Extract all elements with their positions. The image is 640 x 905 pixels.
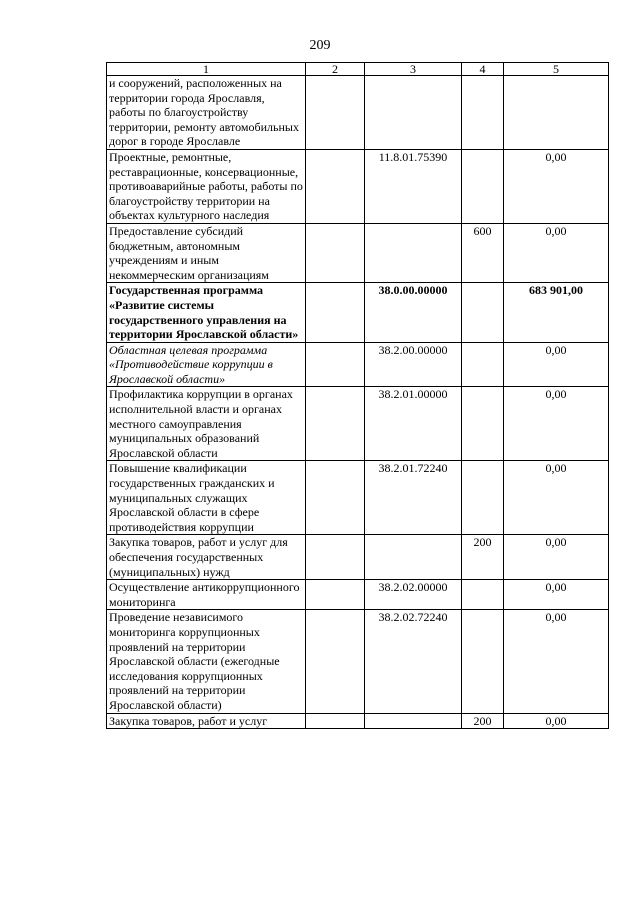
row-name-cell: и сооружений, расположенных на территории города Ярославля, работы по благоустройству территории, ремонту автомобильных дорог в городе Ярославле [107, 76, 306, 150]
row-admin-cell [306, 283, 365, 342]
row-code-cell [365, 535, 462, 580]
row-code-cell [365, 76, 462, 150]
table-row [107, 223, 609, 282]
row-admin-cell [306, 149, 365, 223]
row-amount-cell: 0,00 [504, 713, 609, 729]
row-code-cell: 38.2.00.00000 [365, 342, 462, 387]
row-expense-type-cell [462, 76, 504, 150]
row-expense-type-cell: 600 [462, 223, 504, 282]
budget-table [106, 62, 609, 729]
row-expense-type-cell [462, 283, 504, 342]
row-name-cell: Предоставление субсидий бюджетным, автономным учреждениям и иным некоммерческим организациям [107, 223, 306, 282]
row-admin-cell [306, 223, 365, 282]
row-amount-cell [504, 76, 609, 150]
row-amount-cell: 0,00 [504, 580, 609, 610]
row-code-cell: 38.2.02.00000 [365, 580, 462, 610]
row-admin-cell [306, 535, 365, 580]
row-name-cell: Областная целевая программа «Противодействие коррупции в Ярославской области» [107, 342, 306, 387]
table-row [107, 283, 609, 342]
row-code-cell: 38.2.01.00000 [365, 387, 462, 461]
column-header-4: 4 [462, 63, 504, 76]
row-amount-cell: 0,00 [504, 535, 609, 580]
table-row [107, 610, 609, 713]
column-header-1: 1 [107, 63, 306, 76]
row-amount-cell: 0,00 [504, 223, 609, 282]
row-name-cell: Осуществление антикоррупционного мониторинга [107, 580, 306, 610]
row-name-cell: Повышение квалификации государственных гражданских и муниципальных служащих Ярославской области в сфере противодействия коррупции [107, 461, 306, 535]
table-row [107, 580, 609, 610]
row-code-cell [365, 223, 462, 282]
row-expense-type-cell [462, 149, 504, 223]
row-name-cell: Государственная программа «Развитие системы государственного управления на территории Ярославской области» [107, 283, 306, 342]
row-admin-cell [306, 387, 365, 461]
table-row [107, 342, 609, 387]
row-amount-cell: 0,00 [504, 461, 609, 535]
table-row [107, 387, 609, 461]
row-admin-cell [306, 76, 365, 150]
page-number: 209 [309, 38, 331, 53]
table-row [107, 713, 609, 729]
row-admin-cell [306, 610, 365, 713]
row-name-cell: Проведение независимого мониторинга коррупционных проявлений на территории Ярославской области (ежегодные исследования коррупционных проявлений на территории Ярославской области) [107, 610, 306, 713]
row-code-cell [365, 713, 462, 729]
row-amount-cell: 683 901,00 [504, 283, 609, 342]
row-name-cell: Закупка товаров, работ и услуг [107, 713, 306, 729]
row-code-cell: 38.0.00.00000 [365, 283, 462, 342]
table-header-row [107, 63, 609, 76]
row-name-cell: Закупка товаров, работ и услуг для обеспечения государственных (муниципальных) нужд [107, 535, 306, 580]
column-header-5: 5 [504, 63, 609, 76]
row-code-cell: 38.2.02.72240 [365, 610, 462, 713]
row-expense-type-cell [462, 580, 504, 610]
table-row [107, 461, 609, 535]
row-expense-type-cell [462, 387, 504, 461]
row-admin-cell [306, 342, 365, 387]
table-row [107, 535, 609, 580]
table-row [107, 76, 609, 150]
row-code-cell: 11.8.01.75390 [365, 149, 462, 223]
row-code-cell: 38.2.01.72240 [365, 461, 462, 535]
row-amount-cell: 0,00 [504, 149, 609, 223]
row-expense-type-cell: 200 [462, 535, 504, 580]
row-expense-type-cell: 200 [462, 713, 504, 729]
row-amount-cell: 0,00 [504, 610, 609, 713]
table-row [107, 149, 609, 223]
column-header-2: 2 [306, 63, 365, 76]
row-name-cell: Проектные, ремонтные, реставрационные, консервационные, противоаварийные работы, работы по благоустройству территории на объектах культурного наследия [107, 149, 306, 223]
row-expense-type-cell [462, 461, 504, 535]
column-header-3: 3 [365, 63, 462, 76]
row-amount-cell: 0,00 [504, 387, 609, 461]
row-admin-cell [306, 713, 365, 729]
row-expense-type-cell [462, 610, 504, 713]
row-name-cell: Профилактика коррупции в органах исполнительной власти и органах местного самоуправления муниципальных образований Ярославской области [107, 387, 306, 461]
row-admin-cell [306, 461, 365, 535]
row-admin-cell [306, 580, 365, 610]
row-amount-cell: 0,00 [504, 342, 609, 387]
row-expense-type-cell [462, 342, 504, 387]
